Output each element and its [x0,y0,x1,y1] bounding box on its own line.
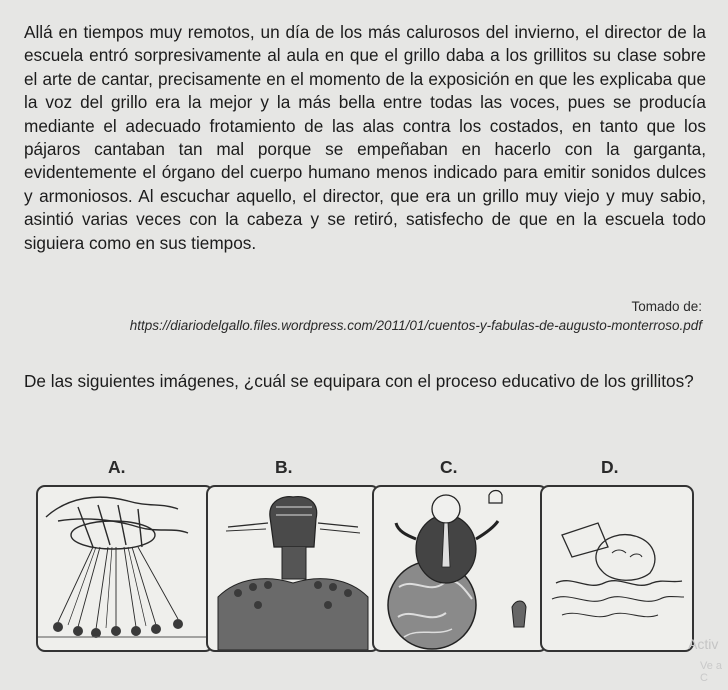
option-a-label: A. [108,457,126,477]
option-d-label: D. [601,457,619,477]
puppeteer-hand-illustration [38,487,212,650]
source-url: https://diariodelgallo.files.wordpress.com/2011/01/cuentos-y-fabulas-de-augusto-monterroso.pdf [129,318,702,333]
question-text: De las siguientes imágenes, ¿cuál se equipara con el proceso educativo de los grillitos? [24,371,694,391]
option-b-label: B. [275,457,293,477]
activation-watermark-sub: Ve a C [700,660,723,684]
reading-paragraph: Allá en tiempos muy remotos, un día de los más calurosos del invierno, el director de la escuela entró sorpresivamente al aula en que el grillo daba a los grillitos su clase sobre el arte de cantar, precisamente en el momento de la exposición en que les explicaba que la voz del grillo era la mejor y la más bella entre todas las voces, pues se producía mediante el adecuado frotamiento de las alas contra los costados, en tanto que los pájaros cantaban tan mal porque se empeñaban en hacerlo con la garganta, evidentemente el órgano del cuerpo humano menos indicado para emitir sonidos dulces y armoniosos. Al escuchar aquello, el director, que era un grillo muy viejo y muy sabio, asintió varias veces con la cabeza y se retiró, satisfecho de que en la escuela todo siguiera como en sus tiempos. [24,22,706,253]
option-a-image[interactable] [36,485,214,652]
man-on-globe-illustration [374,487,546,650]
option-b-image[interactable] [206,485,380,652]
raised-fist-crowd-illustration [208,487,378,650]
person-in-water-illustration [542,487,692,650]
option-c-image[interactable] [372,485,548,652]
option-c-label: C. [440,457,458,477]
source-credit-label: Tomado de: [631,299,702,314]
option-d-image[interactable] [540,485,694,652]
activation-watermark: Activ [688,636,719,652]
